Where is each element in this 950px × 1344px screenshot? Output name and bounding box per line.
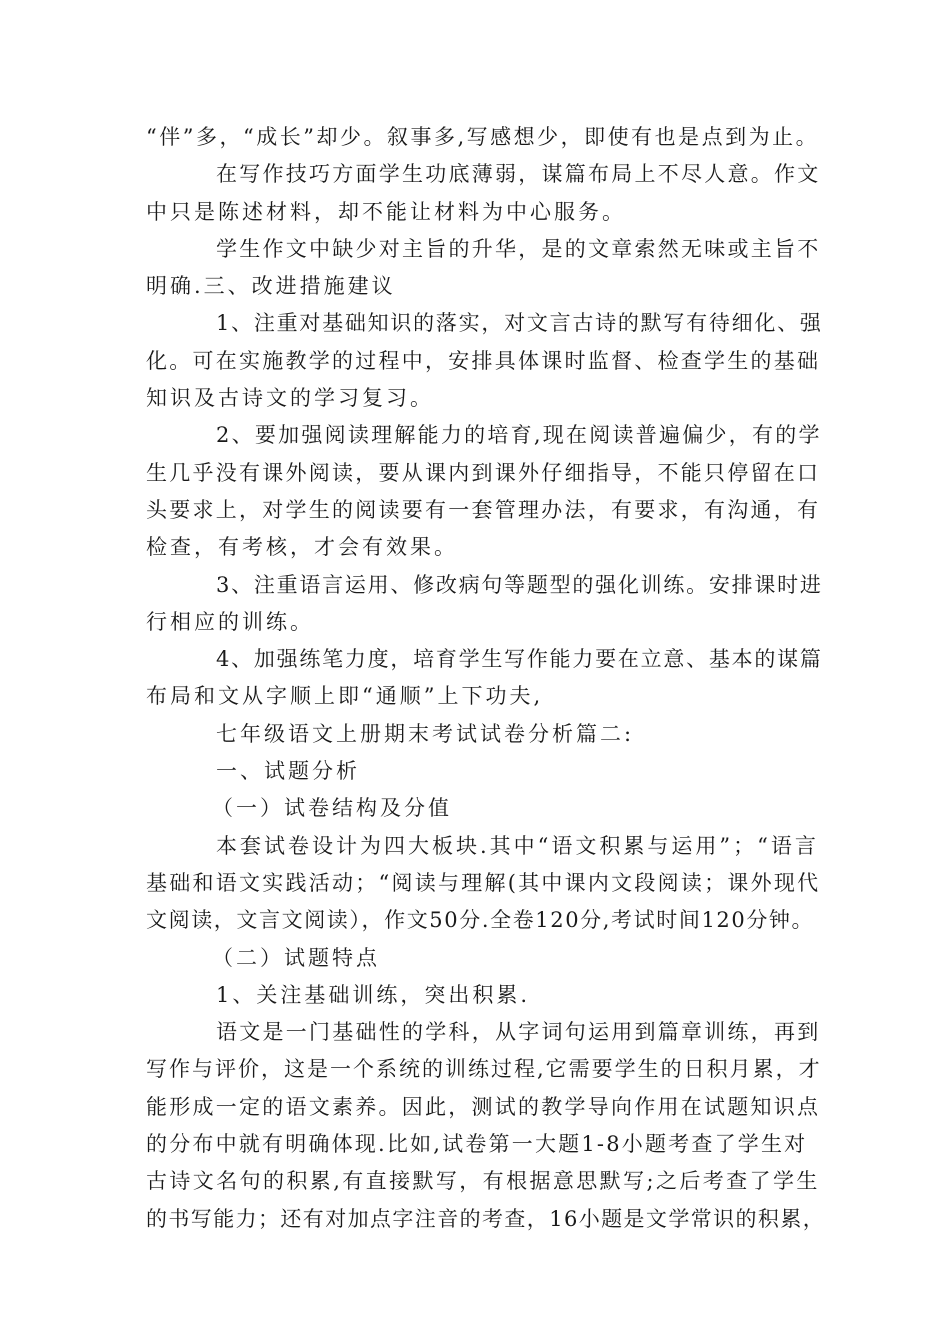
text-line: 的书写能力；还有对加点字注音的考查，16小题是文学常识的积累， — [146, 1206, 826, 1231]
text-line: 写作与评价，这是一个系统的训练过程,它需要学生的日积月累，才 — [146, 1057, 822, 1082]
section-heading: 一、试题分析 — [216, 759, 360, 784]
text-line: 检查，有考核，才会有效果。 — [146, 535, 458, 560]
paragraph — [146, 790, 816, 827]
text-line: 的分布中就有明确体现.比如,试卷第一大题1-8小题考查了学生对 — [146, 1132, 808, 1157]
paragraph — [146, 940, 816, 977]
section-heading: 七年级语文上册期末考试试卷分析篇二: — [216, 721, 635, 746]
paragraph — [146, 156, 821, 231]
text-line: 古诗文名句的积累,有直接默写，有根据意思默写;之后考查了学生 — [146, 1169, 820, 1194]
subsection-heading: （二）试题特点 — [212, 945, 380, 970]
paragraph — [146, 119, 820, 156]
text-line: 3、注重语言运用、修改病句等题型的强化训练。安排课时进 — [216, 572, 823, 597]
text-line: 文阅读，文言文阅读），作文50分.全卷120分,考试时间120分钟。 — [146, 908, 815, 933]
paragraph — [146, 305, 823, 417]
text-line: 化。可在实施教学的过程中，安排具体课时监督、检查学生的基础 — [146, 348, 821, 373]
paragraph — [146, 977, 816, 1014]
text-line: 语文是一门基础性的学科，从字词句运用到篇章训练，再到 — [216, 1020, 821, 1045]
text-line: 布局和文从字顺上即“通顺”上下功夫, — [146, 684, 544, 709]
text-line: 能形成一定的语文素养。因此，测试的教学导向作用在试题知识点 — [146, 1094, 821, 1119]
text-line: 生几乎没有课外阅读，要从课内到课外仔细指导，不能只停留在口 — [146, 460, 821, 485]
text-line: 知识及古诗文的学习复习。 — [146, 386, 434, 411]
subsection-heading: （一）试卷结构及分值 — [212, 796, 452, 821]
text-line: 行相应的训练。 — [146, 609, 314, 634]
text-line: 4、加强练笔力度，培育学生写作能力要在立意、基本的谋篇 — [216, 647, 823, 672]
text-line: 1、注重对基础知识的落实，对文言古诗的默写有待细化、强 — [216, 311, 823, 336]
text-line: “伴”多，“成长”却少。叙事多,写感想少，即使有也是点到为止。 — [146, 125, 820, 149]
text-line: 明确.三、改进措施建议 — [146, 274, 396, 299]
text-line: 学生作文中缺少对主旨的升华，是的文章索然无味或主旨不 — [216, 236, 821, 261]
document-body — [146, 119, 826, 1238]
paragraph — [146, 1014, 826, 1238]
paragraph — [146, 567, 823, 642]
paragraph — [146, 231, 821, 306]
text-line: 基础和语文实践活动；“阅读与理解(其中课内文段阅读；课外现代 — [146, 870, 821, 895]
text-line: 1、关注基础训练，突出积累. — [216, 982, 531, 1007]
text-line: 在写作技巧方面学生功底薄弱，谋篇布局上不尽人意。作文 — [216, 162, 821, 187]
paragraph — [146, 828, 821, 940]
paragraph — [146, 716, 816, 753]
paragraph — [146, 641, 823, 716]
text-line: 中只是陈述材料，却不能让材料为中心服务。 — [146, 199, 626, 224]
text-line: 2、要加强阅读理解能力的培育,现在阅读普遍偏少，有的学 — [216, 423, 822, 448]
text-line: 头要求上，对学生的阅读要有一套管理办法，有要求，有沟通，有 — [146, 497, 821, 522]
paragraph — [146, 417, 822, 566]
text-line: 本套试卷设计为四大板块.其中“语文积累与运用”；“语言 — [216, 833, 819, 858]
paragraph — [146, 753, 816, 790]
